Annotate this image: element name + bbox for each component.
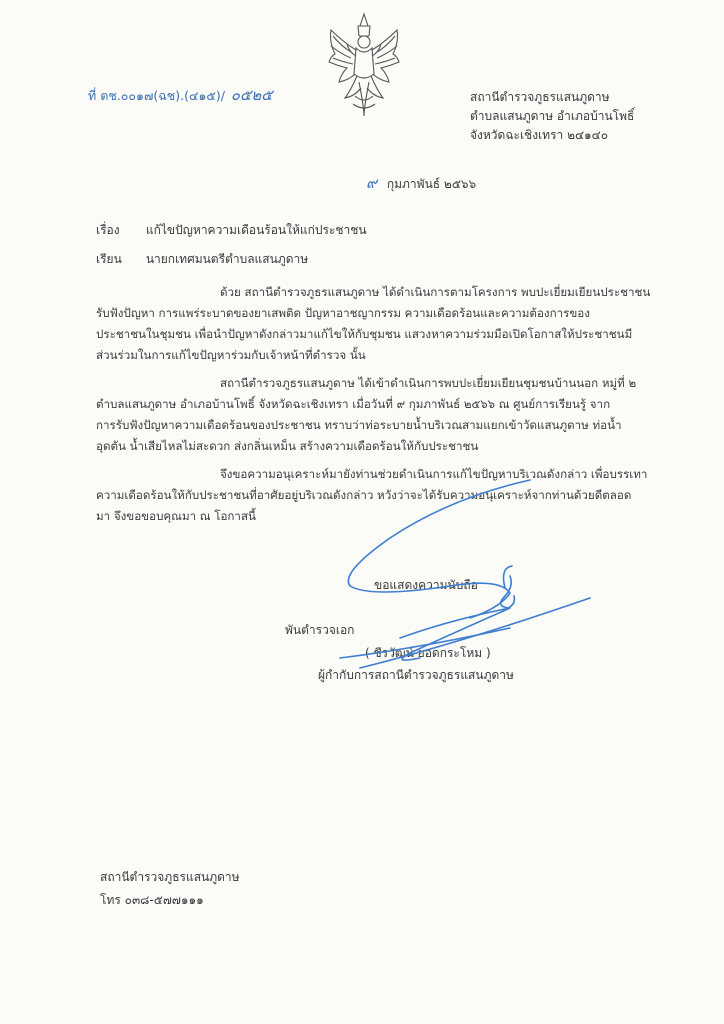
signer-name: ( ชีรวัฒน์ ยอดกระโหม ) xyxy=(365,646,491,660)
signer-rank: พันตำรวจเอก xyxy=(285,623,355,637)
subject-text: แก้ไขปัญหาความเดือนร้อนให้แก่ประชาชน xyxy=(145,223,367,237)
paragraph-line: ประชาชนในชุมชน เพื่อนำปัญหาดังกล่าวมาแก้ไขให้กับชุมชน แสวงหาความร่วมมือเปิดโอกาสให้ประชาชนมี xyxy=(96,327,633,341)
subject-label: เรื่อง xyxy=(96,223,120,237)
signer-position: ผู้กำกับการสถานีตำรวจภูธรแสนภูดาษ xyxy=(318,668,514,682)
sender-address-line: สถานีตำรวจภูธรแสนภูดาษ xyxy=(470,90,610,104)
paragraph-line: ตำบลแสนภูดาษ อำเภอบ้านโพธิ์ จังหวัดฉะเชิงเทรา เมื่อวันที่ ๙ กุมภาพันธ์ ๒๕๖๖ ณ ศูนย์การเรียนรู้ จาก xyxy=(96,397,611,411)
sender-address xyxy=(470,88,634,145)
paragraph-line: มา จึงขอขอบคุณมา ณ โอกาสนี้ xyxy=(96,509,256,523)
paragraph-line: ส่วนร่วมในการแก้ไขปัญหาร่วมกับเจ้าหน้าที่ตำรวจ นั้น xyxy=(96,348,366,362)
sender-address-line: ตำบลแสนภูดาษ อำเภอบ้านโพธิ์ xyxy=(470,109,635,123)
paragraph-line: การรับฟังปัญหาความเดือดร้อนของประชาชน ทราบว่าท่อระบายน้ำบริเวณสามแยกเข้าวัดแสนภูดาษ ท่อน้ำ xyxy=(96,418,622,432)
reference-number xyxy=(88,88,273,104)
letter-date xyxy=(366,176,476,192)
footer-office: สถานีตำรวจภูธรแสนภูดาษ xyxy=(100,870,240,884)
paragraph-line: รับฟังปัญหา การแพร่ระบาดของยาเสพติด ปัญหาอาชญากรรม ความเดือดร้อนและความต้องการของ xyxy=(96,306,590,320)
paragraph-line: อุดตัน น้ำเสียไหลไม่สะดวก ส่งกลิ่นเหม็น สร้างความเดือดร้อนให้กับประชาชน xyxy=(96,439,479,453)
date-day-handwritten: ๙ xyxy=(366,174,377,192)
addressee-label: เรียน xyxy=(96,252,122,266)
reference-number-handwritten: ๐๕๒๕ xyxy=(230,86,273,104)
reference-number-printed: ที่ ตช.๐๐๑๗(ฉช).(๔๑๕)/ xyxy=(88,88,225,103)
sender-address-line: จังหวัดฉะเชิงเทรา ๒๔๑๔๐ xyxy=(470,128,609,142)
addressee-line xyxy=(96,252,308,267)
subject-line xyxy=(96,223,367,238)
garuda-emblem-icon xyxy=(325,12,403,118)
paragraph-line: จึงขอความอนุเคราะห์มายังท่านช่วยดำเนินการแก้ไขปัญหาบริเวณดังกล่าว เพื่อบรรเทา xyxy=(220,467,648,481)
closing-text: ขอแสดงความนับถือ xyxy=(374,578,478,592)
footer-phone: โทร ๐๓๘-๕๗๗๑๑๑ xyxy=(100,893,204,907)
addressee-text: นายกเทศมนตรีตำบลแสนภูดาษ xyxy=(145,252,309,266)
body-paragraph-3 xyxy=(96,464,649,527)
paragraph-line: ด้วย สถานีตำรวจภูธรแสนภูดาษ ได้ดำเนินการตามโครงการ พบปะเยี่ยมเยียนประชาชน xyxy=(220,285,651,299)
date-month-year: กุมภาพันธ์ ๒๕๖๖ xyxy=(386,177,477,191)
body-paragraph-2 xyxy=(96,373,649,457)
paragraph-line: ความเดือดร้อนให้กับประชาชนที่อาศัยอยู่บริเวณดังกล่าว หวังว่าจะได้รับความอนุเคราะห์จากท่านด้วยดีตลอด xyxy=(96,488,632,502)
paragraph-line: สถานีตำรวจภูธรแสนภูดาษ ได้เข้าดำเนินการพบปะเยี่ยมเยียนชุมชนบ้านนอก หมู่ที่ ๒ xyxy=(220,376,637,390)
body-paragraph-1 xyxy=(96,282,649,366)
